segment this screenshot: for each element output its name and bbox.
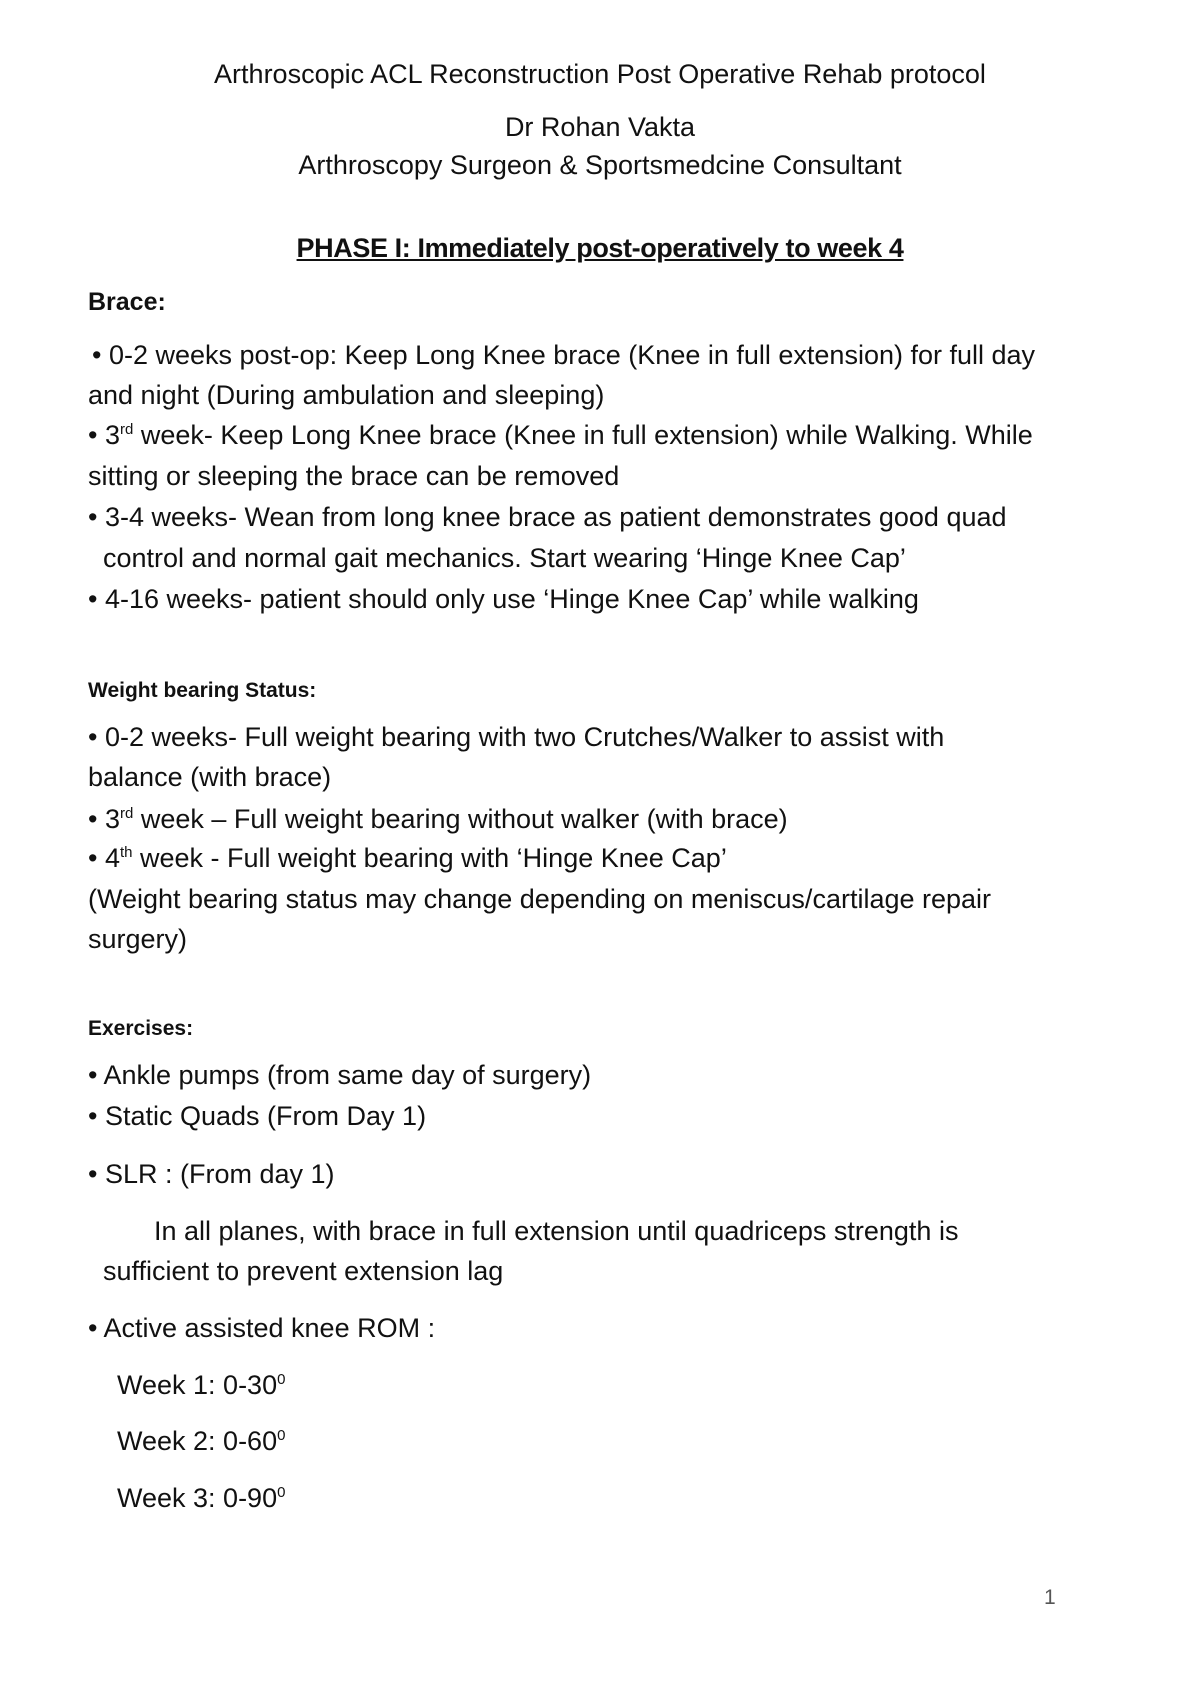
bullet-icon: • [88,1060,98,1090]
brace-item-1-text: 0-2 weeks post-op: Keep Long Knee brace (Knee in full extension) for full day [108,340,1036,370]
degree-symbol: 0 [277,1484,286,1501]
slr-note-continued: sufficient to prevent extension lag [103,1256,504,1286]
brace-item-2-text: week- Keep Long Knee brace (Knee in full extension) while Walking. While [133,420,1033,450]
bullet-icon: • [88,1313,98,1343]
exercise-item-3-text: SLR : (From day 1) [104,1159,335,1189]
exercise-item-1 [88,1058,591,1092]
brace-item-4-text: 4-16 weeks- patient should only use ‘Hinge Knee Cap’ while walking [104,584,919,614]
rom-week-1-text: Week 1: 0-30 [117,1370,278,1400]
page-number: 1 [1044,1586,1056,1609]
degree-symbol: 0 [277,1427,286,1444]
rom-week-2-text: Week 2: 0-60 [117,1426,278,1456]
weight-bearing-item-3-text: week - Full weight bearing with ‘Hinge Knee Cap’ [132,843,727,873]
weight-bearing-item-1 [88,720,944,754]
brace-item-2 [88,418,1033,452]
author-role: Arthroscopy Surgeon & Sportsmedcine Consultant [298,150,902,180]
brace-heading: Brace: [88,288,166,316]
document-title: Arthroscopic ACL Reconstruction Post Operative Rehab protocol [214,59,986,89]
brace-item-2-continued: sitting or sleeping the brace can be removed [88,461,620,491]
bullet-icon: • [88,843,98,873]
weight-bearing-heading: Weight bearing Status: [88,679,317,702]
brace-item-1-continued: and night (During ambulation and sleeping) [88,380,605,410]
weight-bearing-item-3-number: 4 [104,843,120,873]
brace-item-3-text: 3-4 weeks- Wean from long knee brace as patient demonstrates good quad [104,502,1007,532]
weight-bearing-item-1-text: 0-2 weeks- Full weight bearing with two Crutches/Walker to assist with [104,722,945,752]
exercise-item-3 [88,1157,335,1191]
weight-bearing-note: (Weight bearing status may change depending on meniscus/cartilage repair [88,884,992,914]
bullet-icon: • [88,1159,98,1189]
exercise-item-1-text: Ankle pumps (from same day of surgery) [103,1060,592,1090]
author-name: Dr Rohan Vakta [504,112,696,142]
bullet-icon: • [88,804,98,834]
weight-bearing-item-2-text: week – Full weight bearing without walker (with brace) [133,804,788,834]
weight-bearing-item-2-number: 3 [104,804,120,834]
bullet-icon: • [88,502,98,532]
rom-week-1 [117,1368,285,1402]
rom-week-2 [117,1424,285,1458]
brace-item-3-continued: control and normal gait mechanics. Start wearing ‘Hinge Knee Cap’ [103,543,906,573]
degree-symbol: 0 [277,1371,286,1388]
bullet-icon: • [88,584,98,614]
exercise-item-4-text: Active assisted knee ROM : [103,1313,436,1343]
brace-item-3 [88,500,1007,534]
slr-note: In all planes, with brace in full extension until quadriceps strength is [154,1216,959,1246]
brace-item-1 [92,338,1035,372]
weight-bearing-note-continued: surgery) [88,924,188,954]
exercise-item-2-text: Static Quads (From Day 1) [104,1101,427,1131]
exercises-heading: Exercises: [88,1017,194,1040]
ordinal-suffix: rd [120,421,134,438]
rom-week-3 [117,1481,285,1515]
weight-bearing-item-3 [88,841,727,875]
weight-bearing-item-2 [88,802,788,836]
rom-week-3-text: Week 3: 0-90 [117,1483,278,1513]
bullet-icon: • [88,1101,98,1131]
bullet-icon: • [88,420,98,450]
ordinal-suffix: th [120,844,133,861]
brace-item-4 [88,582,919,616]
phase-title: PHASE I: Immediately post-operatively to week 4 [296,233,904,263]
exercise-item-4 [88,1311,435,1345]
weight-bearing-item-1-continued: balance (with brace) [88,762,332,792]
bullet-icon: • [88,722,98,752]
bullet-icon: • [92,340,102,370]
brace-item-2-number: 3 [104,420,120,450]
exercise-item-2 [88,1099,426,1133]
ordinal-suffix: rd [120,805,134,822]
